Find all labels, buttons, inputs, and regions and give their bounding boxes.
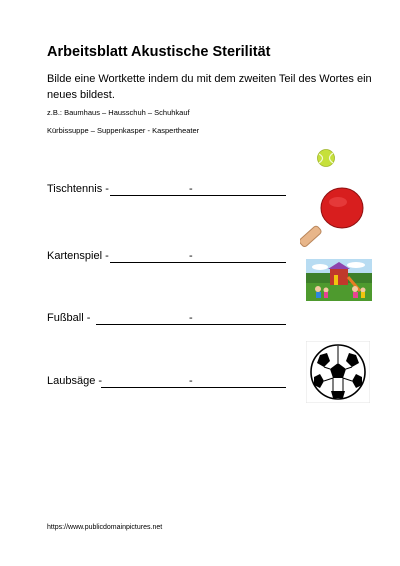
task-word: Kartenspiel - bbox=[47, 250, 109, 262]
instruction-text: Bilde eine Wortkette indem du mit dem zweiten Teil des Wortes ein neues bildest. bbox=[47, 73, 372, 101]
footer-source-url: https://www.publicdomainpictures.net bbox=[47, 524, 163, 531]
answer-separator: - bbox=[189, 312, 193, 324]
worksheet-title: Arbeitsblatt Akustische Sterilität bbox=[47, 44, 271, 60]
task-word: Tischtennis - bbox=[47, 183, 109, 195]
answer-line[interactable] bbox=[110, 262, 286, 263]
example-line-1: z.B.: Baumhaus – Hausschuh – Schuhkauf bbox=[47, 108, 190, 117]
soccer-ball-icon bbox=[306, 341, 370, 403]
playground-icon bbox=[306, 259, 372, 301]
task-word: Laubsäge - bbox=[47, 375, 103, 387]
task-word: Fußball - bbox=[47, 312, 91, 324]
answer-line[interactable] bbox=[96, 324, 286, 325]
answer-separator: - bbox=[189, 375, 193, 387]
answer-separator: - bbox=[189, 183, 193, 195]
answer-line[interactable] bbox=[110, 195, 286, 196]
answer-separator: - bbox=[189, 250, 193, 262]
table-tennis-paddle-icon bbox=[300, 182, 366, 248]
example-line-2: Kürbissuppe – Suppenkasper - Kaspertheater bbox=[47, 126, 200, 135]
answer-line[interactable] bbox=[101, 387, 286, 388]
tennis-ball-icon bbox=[316, 148, 336, 168]
